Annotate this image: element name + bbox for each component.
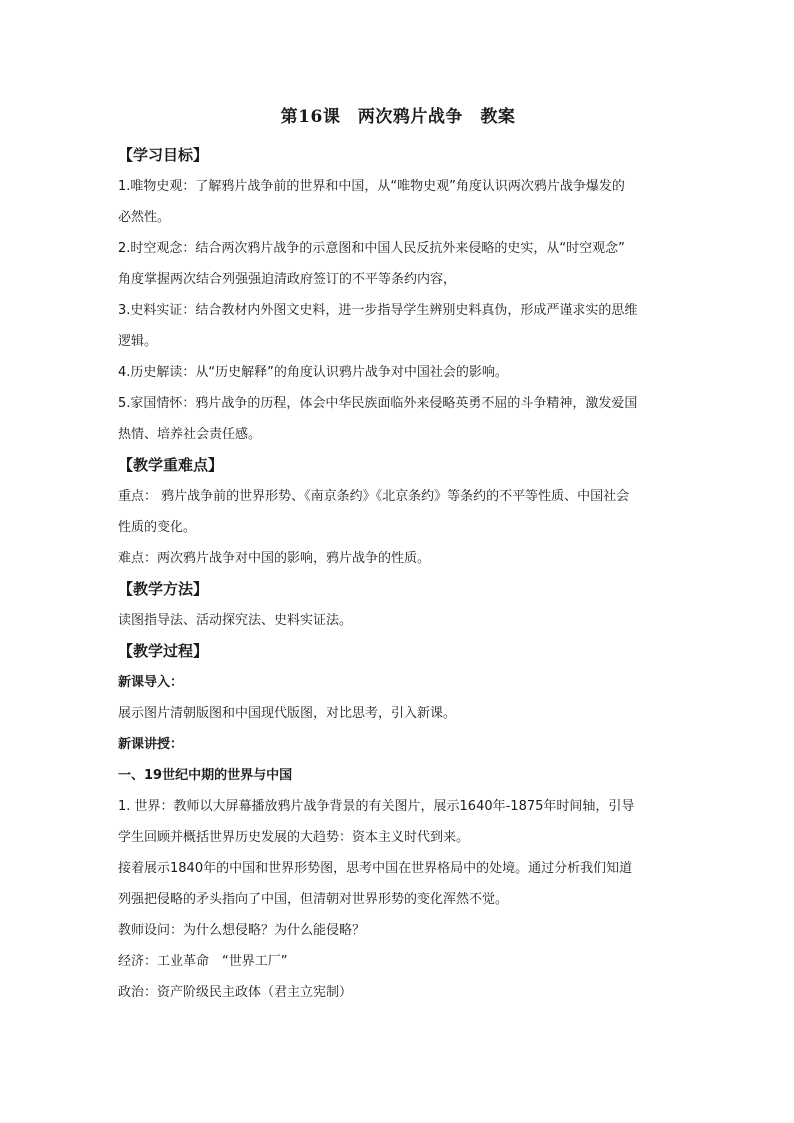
difficult-point: 难点：两次鸦片战争对中国的影响，鸦片战争的性质。 — [118, 551, 431, 566]
goal-item-4-line-1: 4.历史解读：从“历史解释”的角度认识鸦片战争对中国社会的影响。 — [118, 365, 508, 380]
goal-item-3-line-1: 3.史料实证：结合教材内外图文史料，进一步指导学生辨别史料真伪，形成严谨求实的思维 — [118, 303, 638, 318]
goal-item-2-line-1: 2.时空观念：结合两次鸦片战争的示意图和中国人民反抗外来侵略的史实，从“时空观念” — [118, 241, 625, 256]
teacher-question: 教师设问：为什么想侵略？为什么能侵略？ — [118, 923, 366, 938]
situation-paragraph — [118, 853, 678, 915]
goal-item-4 — [118, 357, 678, 388]
situation-line-1: 接着展示1840年的中国和世界形势图，思考中国在世界格局中的处境。通过分析我们知道 — [118, 861, 633, 876]
key-point-line-2: 性质的变化。 — [118, 520, 197, 535]
world-paragraph — [118, 791, 678, 853]
goal-item-1 — [118, 171, 678, 233]
part1-title: 一、19世纪中期的世界与中国 — [118, 768, 293, 783]
intro-label: 新课导入： — [118, 675, 184, 690]
section-heading-methods: 【教学方法】 — [118, 580, 209, 598]
key-point-line-1: 重点： 鸦片战争前的世界形势、《南京条约》《北京条约》等条约的不平等性质、中国社会 — [118, 489, 630, 504]
document-body — [118, 140, 678, 1008]
section-heading-goals: 【学习目标】 — [118, 146, 209, 164]
section-heading-process: 【教学过程】 — [118, 642, 209, 660]
situation-line-2: 列强把侵略的矛头指向了中国，但清朝对世界形势的变化浑然不觉。 — [118, 892, 509, 907]
goal-item-2 — [118, 233, 678, 295]
politics-line: 政治：资产阶级民主政体（君主立宪制） — [118, 985, 353, 1000]
world-line-1: 1. 世界：教师以大屏幕播放鸦片战争背景的有关图片，展示1640年-1875年时间轴，引导 — [118, 799, 635, 814]
goal-item-1-line-2: 必然性。 — [118, 210, 171, 225]
teach-label: 新课讲授： — [118, 737, 184, 752]
goal-item-1-line-1: 1.唯物史观：了解鸦片战争前的世界和中国，从“唯物史观”角度认识两次鸦片战争爆发的 — [118, 179, 625, 194]
methods-text: 读图指导法、活动探究法、史料实证法。 — [118, 613, 353, 628]
page-title: 第16课 两次鸦片战争 教案 — [280, 107, 516, 127]
goal-item-5-line-1: 5.家国情怀：鸦片战争的历程，体会中华民族面临外来侵略英勇不屈的斗争精神，激发爱国 — [118, 396, 638, 411]
goal-item-3 — [118, 295, 678, 357]
goal-item-2-line-2: 角度掌握两次结合列强强迫清政府签订的不平等条约内容， — [118, 272, 457, 287]
section-heading-key-points: 【教学重难点】 — [118, 456, 224, 474]
goal-item-3-line-2: 逻辑。 — [118, 334, 158, 349]
key-point — [118, 481, 678, 543]
economy-line: 经济：工业革命 “世界工厂” — [118, 954, 288, 969]
goal-item-5 — [118, 388, 678, 450]
goal-item-5-line-2: 热情、培养社会责任感。 — [118, 427, 262, 442]
intro-text: 展示图片清朝版图和中国现代版图，对比思考，引入新课。 — [118, 706, 457, 721]
world-line-2: 学生回顾并概括世界历史发展的大趋势：资本主义时代到来。 — [118, 830, 470, 845]
